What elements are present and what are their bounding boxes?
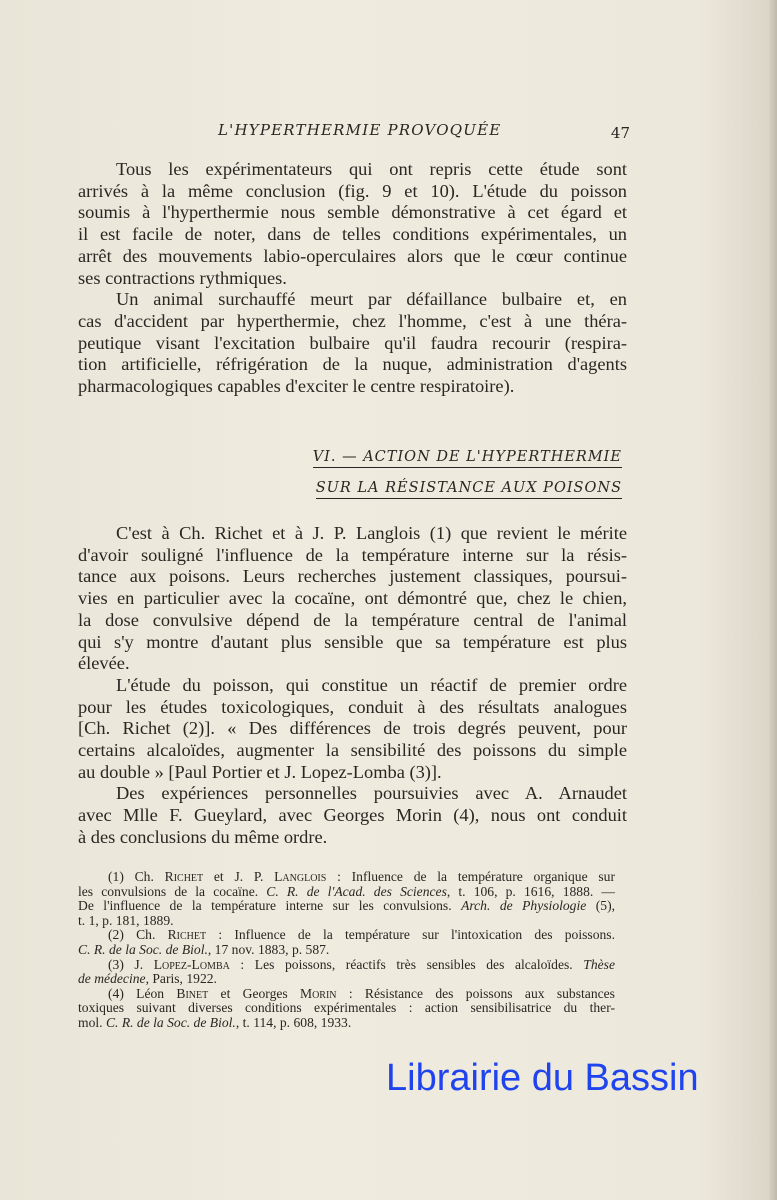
footnote-run: de médecine [78,971,146,987]
footnote-run: (5), [586,898,615,914]
footnote-run: : Influence de la température organique sur [326,869,615,884]
footnote-run: Arch. de Physiologie [461,898,587,914]
footnote-run: , Paris, 1922. [145,971,217,987]
page-edge [769,0,777,1200]
text-line: il est facile de noter, dans de telles conditions expérimentales, un [78,224,627,245]
footnote-run: Thèse [583,956,615,972]
footnote-run: Binet [176,985,209,1001]
page-number: 47 [610,124,630,142]
footnote-line [78,899,615,914]
running-title: L'HYPERTHERMIE PROVOQUÉE [218,121,502,139]
footnote-line [78,958,615,973]
footnote-run: , 17 nov. 1883, p. 587. [207,941,330,957]
footnote-run: Lopez-Lomba [153,956,230,972]
footnote [78,958,615,987]
footnote-line [78,972,615,987]
text-line: tion artificielle, réfrigération de la nuque, administration d'agents [78,354,627,375]
footnote-run: (4) Léon [108,985,177,1001]
footnote-run: Morin [300,985,337,1001]
footnote [78,987,615,1031]
footnote-run: toxiques suivant diverses conditions expérimentales : action sensibilisatrice du ther- [78,1000,615,1016]
text-line: Des expériences personnelles poursuivies avec A. Arnaudet [116,783,627,804]
text-line: au double » [Paul Portier et J. Lopez-Lomba (3)]. [78,761,442,782]
paragraph [78,783,627,848]
text-line: tance aux poisons. Leurs recherches justement classiques, poursui- [78,566,627,587]
footnote [78,928,615,957]
footnote-line [78,943,615,958]
text-line: ses contractions rythmiques. [78,267,287,288]
paragraph [78,289,627,398]
text-line: [Ch. Richet (2)]. « Des différences de trois degrés peuvent, pour [78,718,627,739]
page-header [78,121,630,143]
footnote-line [78,885,615,900]
body-text-bottom [78,523,627,849]
text-line: peutique visant l'excitation bulbaire qu'il faudra recourir (respira- [78,332,627,353]
footnote-line [78,928,615,943]
text-line: C'est à Ch. Richet et à J. P. Langlois (1) que revient le mérite [116,523,627,543]
paragraph [78,523,627,675]
text-line: soumis à l'hyperthermie nous semble démonstrative à cet égard et [78,202,627,223]
footnote-run: Langlois [274,869,327,884]
footnote-run: (3) J. [108,956,154,972]
footnote-run: C. R. de l'Acad. des Sciences [266,883,447,899]
text-line: Un animal surchauffé meurt par défaillance bulbaire et, en [116,289,627,310]
text-line: qui s'y montre d'autant plus sensible que sa température est plus [78,631,627,652]
section-heading-line-1: VI. — ACTION DE L'HYPERTHERMIE [313,449,622,468]
text-line: pharmacologiques capables d'exciter le centre respiratoire). [78,376,515,397]
footnote [78,870,615,928]
footnote-run: mol. [78,1014,106,1030]
footnote-run: De l'influence de la température interne sur les convulsions. [78,898,462,914]
text-line: certains alcaloïdes, augmenter la sensibilité des poissons du simple [78,740,627,761]
watermark: Librairie du Bassin [386,1057,699,1099]
text-line: arrivés à la même conclusion (fig. 9 et 10). L'étude du poisson [78,180,627,201]
footnote-line [78,914,615,929]
text-line: pour les études toxicologiques, conduit à des résultats analogues [78,696,627,717]
footnote-run: C. R. de la Soc. de Biol. [105,1014,236,1030]
footnotes [78,870,615,1031]
text-line: arrêt des mouvements labio-operculaires alors que le cœur continue [78,245,627,266]
footnote-run: : Influence de la température sur l'intoxication des poissons. [206,927,615,943]
footnote-line [78,1016,615,1031]
footnote-run: Richet [164,869,204,884]
footnote-line [78,987,615,1002]
footnote-run: : Les poissons, réactifs très sensibles des alcaloïdes. [229,956,584,972]
text-line: vies en particulier avec la cocaïne, ont démontré que, chez le chien, [78,588,627,609]
footnote-line [78,870,615,885]
paragraph [78,675,627,784]
footnote-run: (1) Ch. [108,869,165,884]
footnote-run: C. R. de la Soc. de Biol. [78,941,208,957]
footnote-run: Richet [167,927,207,943]
text-line: élevée. [78,653,130,674]
footnote-run: , t. 106, p. 1616, 1888. — [446,883,616,899]
text-line: d'avoir souligné l'influence de la température interne sur la résis- [78,544,627,565]
footnote-run: et Georges [208,985,300,1001]
text-line: à des conclusions du même ordre. [78,826,328,847]
footnote-run: : Résistance des poissons aux substances [336,985,615,1001]
footnote-run: et J. P. [203,869,275,884]
footnote-run: , t. 114, p. 608, 1933. [235,1014,352,1030]
footnote-run: les convulsions de la cocaïne. [78,883,267,899]
footnote-line [78,1001,615,1016]
text-line: cas d'accident par hyperthermie, chez l'homme, c'est à une théra- [78,310,627,331]
text-line: la dose convulsive dépend de la température central de l'animal [78,609,627,630]
section-heading-line-2: SUR LA RÉSISTANCE AUX POISONS [316,480,622,499]
text-line: avec Mlle F. Gueylard, avec Georges Morin (4), nous ont conduit [78,805,627,826]
body-text-top [78,159,627,398]
footnote-run: t. 1, p. 181, 1889. [78,912,174,928]
text-line: Tous les expérimentateurs qui ont repris cette étude sont [116,159,627,179]
paragraph [78,159,627,289]
text-line: L'étude du poisson, qui constitue un réactif de premier ordre [116,674,627,695]
footnote-run: (2) Ch. [108,927,168,943]
